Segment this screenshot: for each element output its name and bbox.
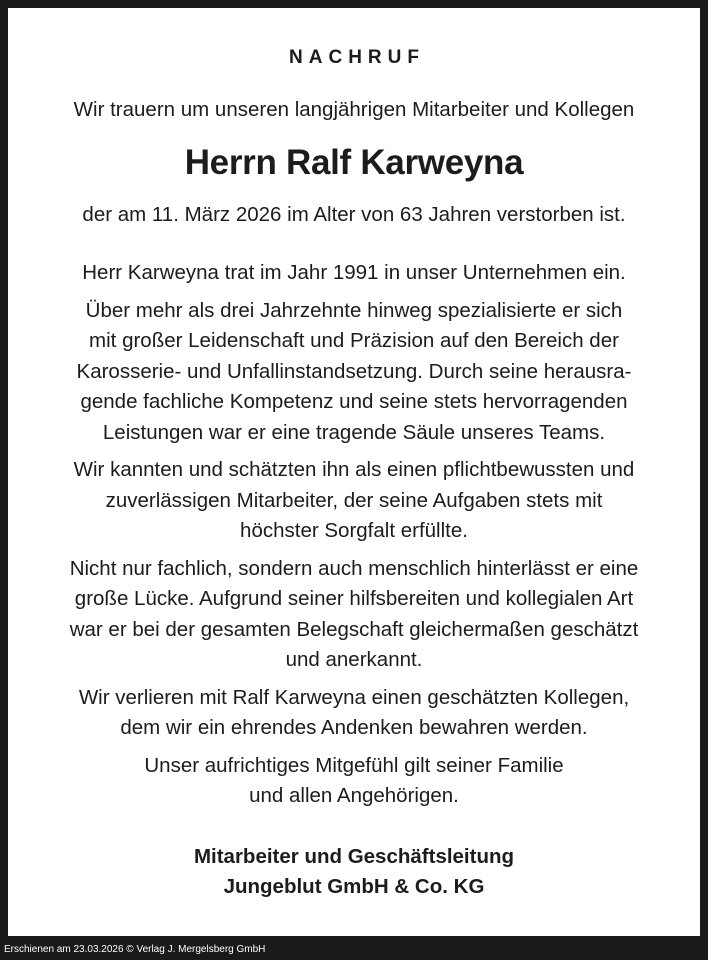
body-line: Leistungen war er eine tragende Säule unseres Teams. [102, 420, 606, 444]
signature-block [8, 842, 700, 902]
body-line: Nicht nur fachlich, sondern auch menschlich hinterlässt er eine [69, 556, 639, 580]
body-line: gende fachliche Kompetenz und seine stets hervorragenden [80, 390, 628, 413]
body-line: und allen Angehörigen. [249, 784, 459, 807]
body-paragraph [38, 455, 670, 547]
body-line: Unser aufrichtiges Mitgefühl gilt seiner Familie [144, 753, 564, 777]
death-date-text: der am 11. März 2026 im Alter von 63 Jahren verstorben ist. [82, 203, 626, 226]
deceased-name: Herrn Ralf Karweyna [184, 143, 524, 182]
body-line: Wir kannten und schätzten ihn als einen pflichtbewussten und [73, 458, 635, 481]
body-paragraph [38, 751, 670, 812]
body-line: war er bei der gesamten Belegschaft gleichermaßen geschätzt [69, 617, 639, 641]
obituary-body [38, 258, 670, 819]
body-line: Karosserie- und Unfallinstandsetzung. Durch seine herausra- [76, 359, 632, 383]
body-line: Herr Karweyna trat im Jahr 1991 in unser Unternehmen ein. [82, 261, 626, 284]
intro-text: Wir trauern um unseren langjährigen Mitarbeiter und Kollegen [73, 98, 635, 121]
body-line: große Lücke. Aufgrund seiner hilfsbereiten und kollegialen Art [74, 587, 634, 610]
signature-company: Jungeblut GmbH & Co. KG [223, 875, 485, 898]
body-line: und anerkannt. [285, 648, 423, 671]
body-paragraph [38, 258, 670, 289]
body-line: höchster Sorgfalt erfüllte. [240, 519, 468, 542]
body-paragraph [38, 296, 670, 449]
body-line: dem wir ein ehrendes Andenken bewahren werden. [120, 716, 588, 739]
signature-line: Mitarbeiter und Geschäftsleitung [193, 845, 515, 868]
notice-heading: NACHRUF [289, 47, 425, 68]
body-line: mit großer Leidenschaft und Präzision auf den Bereich der [89, 329, 619, 352]
body-line: zuverlässigen Mitarbeiter, der seine Aufgaben stets mit [105, 488, 603, 512]
body-paragraph [38, 554, 670, 676]
body-line: Wir verlieren mit Ralf Karweyna einen geschätzten Kollegen, [78, 685, 630, 709]
body-paragraph [38, 683, 670, 744]
obituary-notice [8, 8, 700, 936]
body-line: Über mehr als drei Jahrzehnte hinweg spezialisierte er sich [85, 298, 623, 322]
publication-footer: Erschienen am 23.03.2026 © Verlag J. Mergelsberg GmbH [4, 944, 266, 955]
